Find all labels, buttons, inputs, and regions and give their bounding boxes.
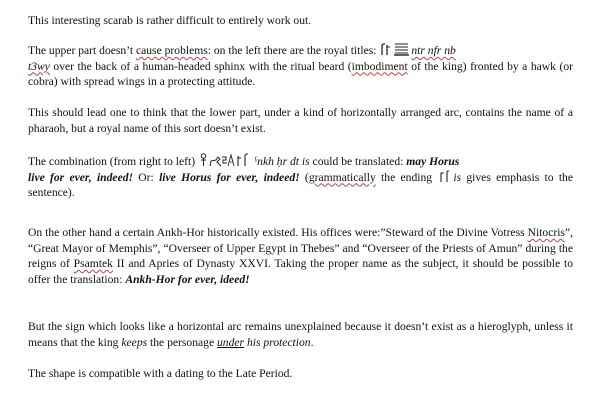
paragraph-ankh-hor [28,225,573,287]
paragraph-combination [28,153,573,201]
translation-text: live for ever, indeed! [28,170,134,184]
text-run: The combination (from right to left) [28,155,198,168]
text-run: gives emphasis to the sentence). [28,170,574,200]
text-run: The upper part doesn’t [28,44,136,57]
text-run: II and Apries of Dynasty XXVI. Taking the proper name as the subject, it should be possible to offer the translation: [28,257,573,286]
text-run: ( [299,170,309,184]
emphasis-underlined-text: under [216,335,245,349]
hieroglyph-royal-titles-icon [381,43,409,56]
translation-text: may Horus [406,155,460,168]
text-run: ”, “Great Mayor of Memphis”, “Overseer of Upper Egypt in Thebes” and “Overseer of the Priests of Amun” during the reigns of [28,226,573,271]
spellcheck-text: imbodiment [351,59,408,73]
text-run: . [310,335,314,349]
translation-text: Ankh-Hor for ever, ideed! [125,272,250,286]
spellcheck-text: grammatically [308,170,376,184]
transliteration-text: ˁnkh ḥr dt is [254,155,310,168]
text-run: Or: [133,170,160,184]
translation-text: live Horus for ever, indeed! [159,170,300,184]
text-run: could be translated: [309,155,407,168]
paragraph-intro: This interesting scarab is rather difficult to entirely work out. [28,14,312,27]
text-run: On the other hand a certain Ankh-Hor historically existed. His offices were:”Steward of the Divine Votress [28,226,528,239]
paragraph-dating: The shape is compatible with a dating to the Late Period. [28,367,293,380]
hieroglyph-combination-icon [200,153,252,167]
paragraph-upper-part [28,43,573,90]
paragraph-arc-sign [28,319,573,350]
text-run: But the sign which looks like a horizontal arc remains unexplained because it doesn’t exist as a hieroglyph, unless it means that the king [28,320,573,349]
paragraph-lower-part: This should lead one to think that the lower part, under a kind of horizontally arranged arc, contains the name of a pharaoh, but a royal name of this sort doesn’t exist. [28,106,573,135]
emphasis-text: keeps [121,335,148,349]
transliteration-text: t3wy [28,59,50,73]
text-run: over the back of a human-headed sphinx with the ritual beard ( [49,59,352,73]
emphasis-text: his protection [244,335,311,349]
text-run: the ending [375,170,438,184]
spellcheck-text: cause problems [135,44,208,57]
transliteration-text: ntr nfr nb [411,44,456,57]
hieroglyph-ending-icon [439,170,451,183]
spellcheck-text: Nitocris [527,226,565,239]
spellcheck-text: Psamtek [73,257,113,271]
text-run: the personage [147,335,217,349]
text-run: of the king) fronted by a hawk (or cobra) with spread wings in a protecting attitude. [28,59,573,89]
text-run: : on the left there are the royal titles: [207,44,380,57]
transliteration-text: is [453,170,462,184]
